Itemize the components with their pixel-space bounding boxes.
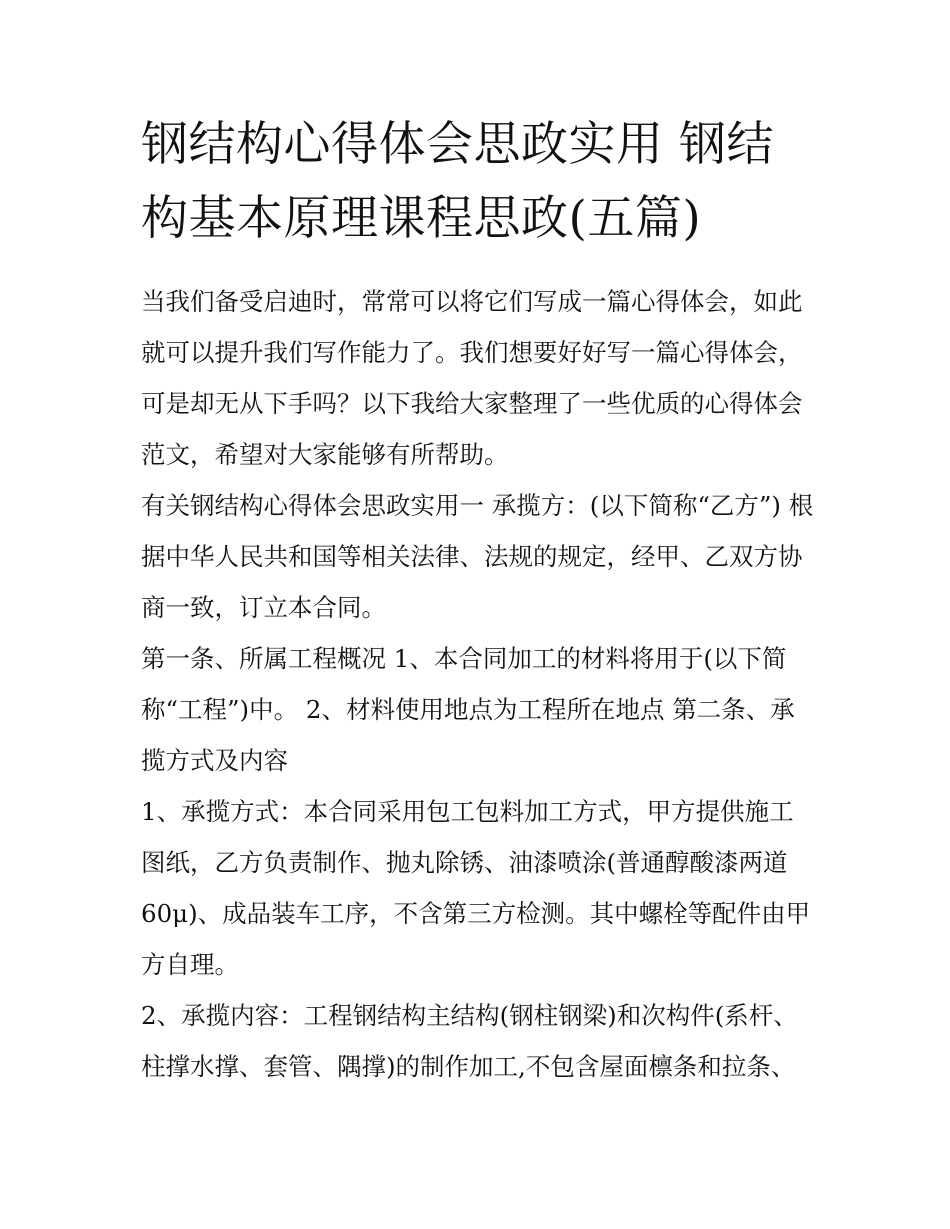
document-title: 钢结构心得体会思政实用 钢结构基本原理课程思政(五篇) <box>141 117 774 246</box>
paragraph-contract-method: 1、承揽方式：本合同采用包工包料加工方式，甲方提供施工图纸，乙方负责制作、抛丸除锈、油漆喷涂(普通醇酸漆两道60μ)、成品装车工序，不含第三方检测。其中螺栓等配件由甲方自理。 <box>141 797 811 979</box>
document-page <box>141 108 817 1092</box>
document-body <box>141 276 817 1092</box>
paragraph-article-one: 第一条、所属工程概况 1、本合同加工的材料将用于(以下简称“工程”)中。 2、材料使用地点为工程所在地点 第二条、承揽方式及内容 <box>141 644 795 775</box>
paragraph-intro: 当我们备受启迪时，常常可以将它们写成一篇心得体会，如此就可以提升我们写作能力了。我们想要好好写一篇心得体会，可是却无从下手吗？以下我给大家整理了一些优质的心得体会范文，希望对大家能够有所帮助。 <box>141 287 803 469</box>
paragraph-contractor: 有关钢结构心得体会思政实用一 承揽方：(以下简称“乙方”) 根据中华人民共和国等相关法律、法规的规定，经甲、乙双方协商一致，订立本合同。 <box>141 491 814 622</box>
paragraph-contract-content: 2、承揽内容：工程钢结构主结构(钢柱钢梁)和次构件(系杆、柱撑水撑、套管、隅撑)的制作加工,不包含屋面檩条和拉条、 <box>141 1001 798 1081</box>
